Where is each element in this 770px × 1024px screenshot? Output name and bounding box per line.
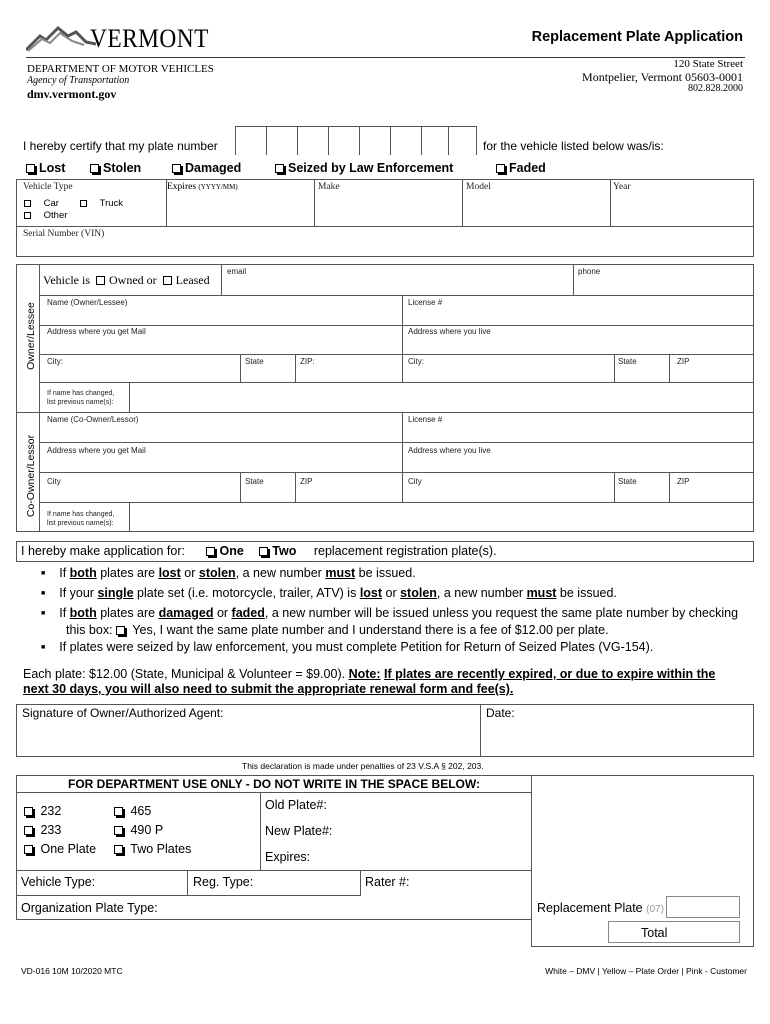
checkbox-icon[interactable] bbox=[259, 547, 268, 556]
coowner-city2-label: City bbox=[408, 477, 422, 486]
checkbox-icon[interactable] bbox=[24, 845, 33, 854]
bullet-3: ■ If both plates are damaged or faded, a new number will be issued unless you request the same plate number by checking bbox=[41, 606, 739, 620]
same-plate-checkbox-icon[interactable] bbox=[116, 626, 125, 635]
coowner-prev-names-label: If name has changed, list previous name(s): bbox=[47, 511, 115, 527]
option-stolen[interactable]: Stolen bbox=[90, 161, 141, 175]
checkbox-icon[interactable] bbox=[80, 200, 87, 207]
owner-state-label: State bbox=[245, 357, 264, 366]
form-title: Replacement Plate Application bbox=[531, 29, 743, 45]
checkbox-icon[interactable] bbox=[114, 826, 123, 835]
owner-city2-label: City: bbox=[408, 357, 424, 366]
checkbox-icon[interactable] bbox=[114, 807, 123, 816]
expires-label: Expires (YYYY/MM) bbox=[167, 182, 238, 192]
coowner-city-label: City bbox=[47, 477, 61, 486]
code-two-plates[interactable]: Two Plates bbox=[114, 842, 191, 856]
address-city: Montpelier, Vermont 05603-0001 bbox=[582, 70, 743, 84]
address-street: 120 State Street bbox=[673, 58, 743, 70]
certify-suffix: for the vehicle listed below was/is: bbox=[483, 139, 664, 153]
logo-text: VERMONT bbox=[90, 24, 209, 53]
certify-prefix: I hereby certify that my plate number bbox=[23, 139, 218, 153]
option-damaged[interactable]: Damaged bbox=[172, 161, 241, 175]
header-divider bbox=[26, 57, 745, 58]
coowner-state-label: State bbox=[245, 477, 264, 486]
dept-name: DEPARTMENT OF MOTOR VEHICLES bbox=[27, 63, 214, 75]
option-one[interactable]: One bbox=[206, 544, 243, 558]
checkbox-icon[interactable] bbox=[172, 164, 181, 173]
declaration-text: This declaration is made under penalties of 23 V.S.A § 202, 203. bbox=[242, 761, 484, 771]
checkbox-icon[interactable] bbox=[24, 826, 33, 835]
checkbox-icon[interactable] bbox=[496, 164, 505, 173]
coowner-side-label: Co-Owner/Lessor bbox=[25, 434, 37, 518]
code-233[interactable]: 233 bbox=[24, 823, 61, 837]
owner-mail-address-label: Address where you get Mail bbox=[47, 327, 146, 336]
checkbox-icon[interactable] bbox=[206, 547, 215, 556]
make-label: Make bbox=[318, 182, 340, 192]
status-options bbox=[26, 161, 746, 177]
owner-live-address-label: Address where you live bbox=[408, 327, 491, 336]
owner-license-label: License # bbox=[408, 298, 443, 307]
option-lost[interactable]: Lost bbox=[26, 161, 65, 175]
checkbox-icon[interactable] bbox=[114, 845, 123, 854]
checkbox-icon[interactable] bbox=[24, 807, 33, 816]
vehicle-type-dept-label: Vehicle Type: bbox=[21, 875, 96, 889]
vehicle-is-row: Vehicle is Owned or Leased bbox=[43, 273, 210, 287]
phone-label: phone bbox=[578, 267, 601, 276]
copy-distribution: White – DMV | Yellow – Plate Order | Pink - Customer bbox=[545, 966, 747, 976]
dept-use-section bbox=[16, 775, 754, 947]
owner-state2-label: State bbox=[618, 357, 637, 366]
bullet-2: ■ If your single plate set (i.e. motorcycle, trailer, ATV) is lost or stolen, a new number must be issued. bbox=[41, 586, 617, 600]
application-line: I hereby make application for: One Two replacement registration plate(s). bbox=[21, 544, 497, 558]
plate-number-field[interactable] bbox=[235, 126, 477, 155]
coowner-zip2-label: ZIP bbox=[677, 477, 690, 486]
vermont-logo bbox=[26, 22, 209, 56]
form-id: VD-016 10M 10/2020 MTC bbox=[21, 966, 123, 976]
fees-line-2: next 30 days, you will also need to submit the appropriate renewal form and fee(s). bbox=[23, 682, 514, 696]
expires-dept-label: Expires: bbox=[265, 850, 311, 864]
vehicle-car-option[interactable]: Car bbox=[24, 198, 59, 209]
owned-checkbox-icon[interactable] bbox=[96, 276, 105, 285]
new-plate-label: New Plate#: bbox=[265, 824, 333, 838]
old-plate-label: Old Plate#: bbox=[265, 798, 327, 812]
vehicle-section bbox=[16, 179, 754, 257]
coowner-zip-label: ZIP bbox=[300, 477, 313, 486]
code-232[interactable]: 232 bbox=[24, 804, 61, 818]
vehicle-other-option[interactable]: Other bbox=[24, 210, 67, 221]
org-plate-type-label: Organization Plate Type: bbox=[21, 901, 158, 915]
agency-name: Agency of Transportation bbox=[27, 75, 130, 86]
checkbox-icon[interactable] bbox=[24, 212, 31, 219]
total-label: Total bbox=[641, 926, 668, 940]
vin-label: Serial Number (VIN) bbox=[23, 229, 105, 239]
checkbox-icon[interactable] bbox=[24, 200, 31, 207]
vehicle-truck-option[interactable]: Truck bbox=[80, 198, 123, 209]
reg-type-label: Reg. Type: bbox=[193, 875, 254, 889]
code-one-plate[interactable]: One Plate bbox=[24, 842, 96, 856]
owner-zip-label: ZIP: bbox=[300, 357, 315, 366]
owner-prev-names-label: If name has changed, list previous name(s): bbox=[47, 390, 115, 406]
checkbox-icon[interactable] bbox=[26, 164, 35, 173]
owner-side-label: Owner/Lessee bbox=[25, 302, 37, 370]
bullet-3-line2: this box: Yes, I want the same plate number and I understand there is a fee of $12.00 per plate. bbox=[66, 623, 609, 637]
address-phone: 802.828.2000 bbox=[688, 83, 743, 94]
email-label: email bbox=[227, 267, 247, 276]
checkbox-icon[interactable] bbox=[275, 164, 284, 173]
owner-name-label: Name (Owner/Lessee) bbox=[47, 298, 128, 307]
option-seized[interactable]: Seized by Law Enforcement bbox=[275, 161, 453, 175]
fees-line-1: Each plate: $12.00 (State, Municipal & Volunteer = $9.00). Note: If plates are recently expired, or due to expire within the bbox=[23, 667, 716, 681]
option-two[interactable]: Two bbox=[259, 544, 296, 558]
dept-use-heading: FOR DEPARTMENT USE ONLY - DO NOT WRITE IN THE SPACE BELOW: bbox=[67, 777, 480, 791]
year-label: Year bbox=[613, 182, 631, 192]
model-label: Model bbox=[466, 182, 491, 192]
checkbox-icon[interactable] bbox=[90, 164, 99, 173]
code-490p[interactable]: 490 P bbox=[114, 823, 163, 837]
coowner-state2-label: State bbox=[618, 477, 637, 486]
code-465[interactable]: 465 bbox=[114, 804, 151, 818]
date-label: Date: bbox=[486, 706, 515, 720]
owner-zip2-label: ZIP bbox=[677, 357, 690, 366]
coowner-name-label: Name (Co-Owner/Lessor) bbox=[47, 415, 139, 424]
owner-city-label: City: bbox=[47, 357, 63, 366]
signature-label: Signature of Owner/Authorized Agent: bbox=[22, 706, 224, 720]
coowner-license-label: License # bbox=[408, 415, 443, 424]
coowner-mail-address-label: Address where you get Mail bbox=[47, 446, 146, 455]
bullet-1: ■ If both plates are lost or stolen, a new number must be issued. bbox=[41, 566, 416, 580]
website[interactable]: dmv.vermont.gov bbox=[27, 87, 117, 101]
coowner-live-address-label: Address where you live bbox=[408, 446, 491, 455]
vehicle-type-label: Vehicle Type bbox=[23, 182, 73, 192]
mountain-logo-icon bbox=[26, 24, 96, 52]
replacement-plate-label: Replacement Plate (07) bbox=[537, 901, 664, 915]
bullet-4: ■ If plates were seized by law enforcement, you must complete Petition for Return of Seized Plates (VG-154). bbox=[41, 640, 654, 654]
leased-checkbox-icon[interactable] bbox=[163, 276, 172, 285]
rater-label: Rater #: bbox=[365, 875, 410, 889]
option-faded[interactable]: Faded bbox=[496, 161, 546, 175]
